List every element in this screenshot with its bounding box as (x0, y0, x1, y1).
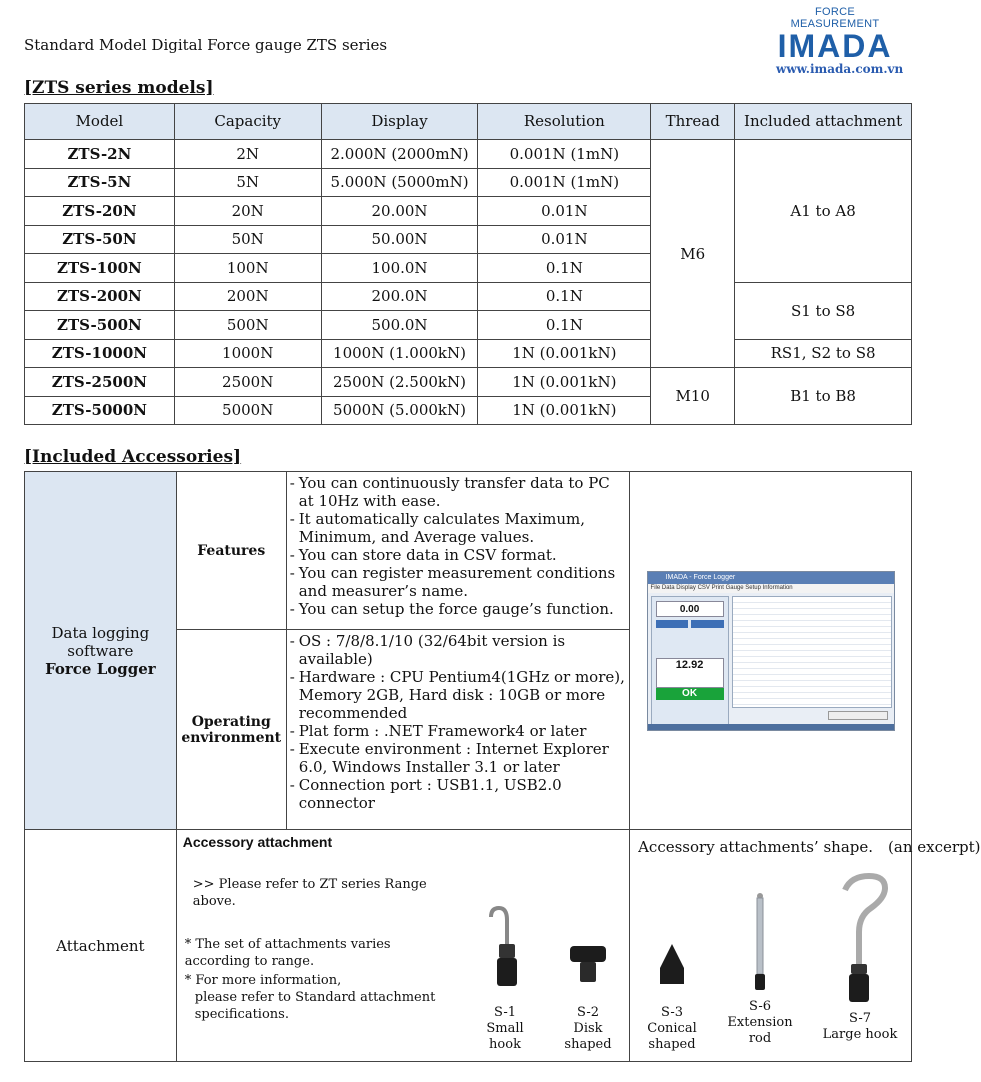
list-item: - Connection port : USB1.1, USB2.0 connector (287, 776, 625, 812)
screenshot-menubar: File Data Display CSV Print Gauge Setup Information (648, 584, 894, 593)
model-cell: ZTS-500N (25, 311, 175, 340)
screenshot-copy-button (828, 711, 888, 720)
resolution-cell: 0.001N (1mN) (478, 168, 651, 197)
capacity-cell: 1000N (174, 339, 321, 368)
list-item: - It automatically calculates Maximum, Minimum, and Average values. (287, 510, 625, 546)
display-cell: 5.000N (5000mN) (321, 168, 478, 197)
list-item: - Execute environment : Internet Explorer 6.0, Windows Installer 3.1 or later (287, 740, 625, 776)
list-item: - You can store data in CSV format. (287, 546, 625, 564)
model-cell: ZTS-20N (25, 197, 175, 226)
attachment-cell: A1 to A8 (735, 140, 912, 283)
display-cell: 1000N (1.000kN) (321, 339, 478, 368)
attachment-cell: S1 to S8 (735, 282, 912, 339)
table-row (25, 140, 912, 169)
attachment-shapes-caption: Accessory attachments’ shape. (an excerpt) (638, 838, 981, 856)
header-model: Model (25, 104, 175, 140)
small-hook-icon (477, 900, 533, 1000)
logo-brand: IMADA (777, 28, 893, 64)
capacity-cell: 100N (174, 254, 321, 283)
resolution-cell: 0.001N (1mN) (478, 140, 651, 169)
attachment-note-set: * The set of attachments varies according to range. (184, 937, 391, 969)
screenshot-button-row (656, 620, 724, 628)
attachment-note-range: >> Please refer to ZT series Range above. (192, 877, 427, 909)
resolution-cell: 0.01N (478, 197, 651, 226)
list-item: - You can setup the force gauge’s function. (287, 600, 625, 618)
features-list (287, 474, 629, 618)
part-name: Conical (647, 1021, 697, 1036)
accessories-section-title: [Included Accessories] (24, 447, 242, 467)
screenshot-data-grid (732, 596, 892, 708)
display-cell: 2.000N (2000mN) (321, 140, 478, 169)
large-hook-icon (815, 872, 905, 1006)
screenshot-reading: 0.00 (656, 601, 724, 617)
attachment-cell: B1 to B8 (735, 368, 912, 425)
thread-cell: M6 (651, 140, 735, 368)
features-label: Features (176, 472, 286, 630)
environment-label-line: environment (181, 729, 282, 746)
resolution-cell: 0.1N (478, 282, 651, 311)
environment-list (287, 632, 629, 812)
capacity-cell: 5N (174, 168, 321, 197)
header-thread: Thread (651, 104, 735, 140)
software-label-line: software (67, 641, 134, 660)
display-cell: 20.00N (321, 197, 478, 226)
resolution-cell: 1N (0.001kN) (478, 396, 651, 425)
attachment-parts (467, 862, 911, 1058)
model-cell: ZTS-2N (25, 140, 175, 169)
attachment-note-info: * For more information, (184, 973, 342, 988)
display-cell: 50.00N (321, 225, 478, 254)
screenshot-result: OK (656, 688, 724, 700)
document-title: Standard Model Digital Force gauge ZTS series (24, 36, 388, 54)
features-cell (286, 472, 629, 630)
environment-cell (286, 630, 629, 830)
capacity-cell: 2N (174, 140, 321, 169)
part-s7 (815, 872, 905, 1043)
models-section-title: [ZTS series models] (24, 78, 214, 98)
attachment-heading: Accessory attachment (182, 834, 333, 850)
table-row (25, 282, 912, 311)
model-cell: ZTS-50N (25, 225, 175, 254)
list-item: - You can register measurement conditions and measurer’s name. (287, 564, 625, 600)
part-name: shaped (648, 1037, 696, 1052)
screenshot-control-panel (651, 596, 729, 726)
part-name: Small (486, 1021, 524, 1036)
list-item: - Hardware : CPU Pentium4(1GHz or more), Memory 2GB, Hard disk : 10GB or more recommended (287, 668, 625, 722)
part-s1 (477, 900, 533, 1053)
attachment-note-spec: please refer to Standard attachment specifications. (194, 990, 436, 1022)
software-screenshot-cell (630, 472, 912, 830)
attachment-cell: RS1, S2 to S8 (735, 339, 912, 368)
list-item: - Plat form : .NET Framework4 or later (287, 722, 625, 740)
capacity-cell: 20N (174, 197, 321, 226)
attachment-label: Attachment (25, 830, 177, 1062)
conical-attachment-icon (642, 900, 702, 1000)
imada-logo (770, 6, 900, 62)
part-name: rod (748, 1031, 772, 1046)
capacity-cell: 50N (174, 225, 321, 254)
header-included-attachment: Included attachment (735, 104, 912, 140)
screenshot-button (691, 620, 724, 628)
resolution-cell: 0.01N (478, 225, 651, 254)
screenshot-stat-reading: 12.92 (656, 658, 724, 688)
resolution-cell: 0.1N (478, 311, 651, 340)
part-code: S-3 (660, 1005, 684, 1020)
software-label-line: Data logging (51, 623, 150, 642)
part-s3 (642, 900, 702, 1053)
screenshot-statusbar (648, 724, 894, 730)
part-name: shaped (564, 1037, 612, 1052)
extension-rod-icon (722, 894, 798, 994)
capacity-cell: 200N (174, 282, 321, 311)
header-resolution: Resolution (478, 104, 651, 140)
disk-attachment-icon (560, 900, 616, 1000)
part-name: hook (489, 1037, 521, 1052)
part-name: Disk (573, 1021, 603, 1036)
models-header-row (25, 104, 912, 140)
resolution-cell: 0.1N (478, 254, 651, 283)
part-name: Large hook (822, 1027, 898, 1042)
website-url[interactable]: www.imada.com.vn (776, 62, 904, 76)
screenshot-button (656, 620, 689, 628)
part-name: Extension (727, 1015, 793, 1030)
logo-tagline: FORCE MEASUREMENT (790, 6, 880, 30)
part-code: S-6 (748, 999, 772, 1014)
environment-label-line: Operating (191, 713, 271, 730)
part-s2 (560, 900, 616, 1053)
header-display: Display (321, 104, 478, 140)
table-row (25, 339, 912, 368)
display-cell: 100.0N (321, 254, 478, 283)
display-cell: 2500N (2.500kN) (321, 368, 478, 397)
software-label-cell (25, 472, 177, 830)
header-capacity: Capacity (174, 104, 321, 140)
models-table (24, 103, 912, 425)
model-cell: ZTS-1000N (25, 339, 175, 368)
model-cell: ZTS-5000N (25, 396, 175, 425)
part-s6 (722, 900, 798, 1047)
capacity-cell: 2500N (174, 368, 321, 397)
resolution-cell: 1N (0.001kN) (478, 368, 651, 397)
display-cell: 5000N (5.000kN) (321, 396, 478, 425)
model-cell: ZTS-2500N (25, 368, 175, 397)
environment-label (176, 630, 286, 830)
list-item: - OS : 7/8/8.1/10 (32/64bit version is available) (287, 632, 625, 668)
screenshot-titlebar: IMADA - Force Logger (648, 572, 894, 584)
model-cell: ZTS-200N (25, 282, 175, 311)
software-name: Force Logger (45, 659, 156, 678)
table-row (25, 368, 912, 397)
display-cell: 200.0N (321, 282, 478, 311)
list-item: - You can continuously transfer data to PC at 10Hz with ease. (287, 474, 625, 510)
resolution-cell: 1N (0.001kN) (478, 339, 651, 368)
capacity-cell: 500N (174, 311, 321, 340)
model-cell: ZTS-5N (25, 168, 175, 197)
model-cell: ZTS-100N (25, 254, 175, 283)
thread-cell: M10 (651, 368, 735, 425)
part-code: S-2 (576, 1005, 600, 1020)
force-logger-screenshot (647, 571, 895, 731)
display-cell: 500.0N (321, 311, 478, 340)
capacity-cell: 5000N (174, 396, 321, 425)
part-code: S-7 (848, 1011, 872, 1026)
features-row (25, 472, 912, 630)
part-code: S-1 (493, 1005, 517, 1020)
